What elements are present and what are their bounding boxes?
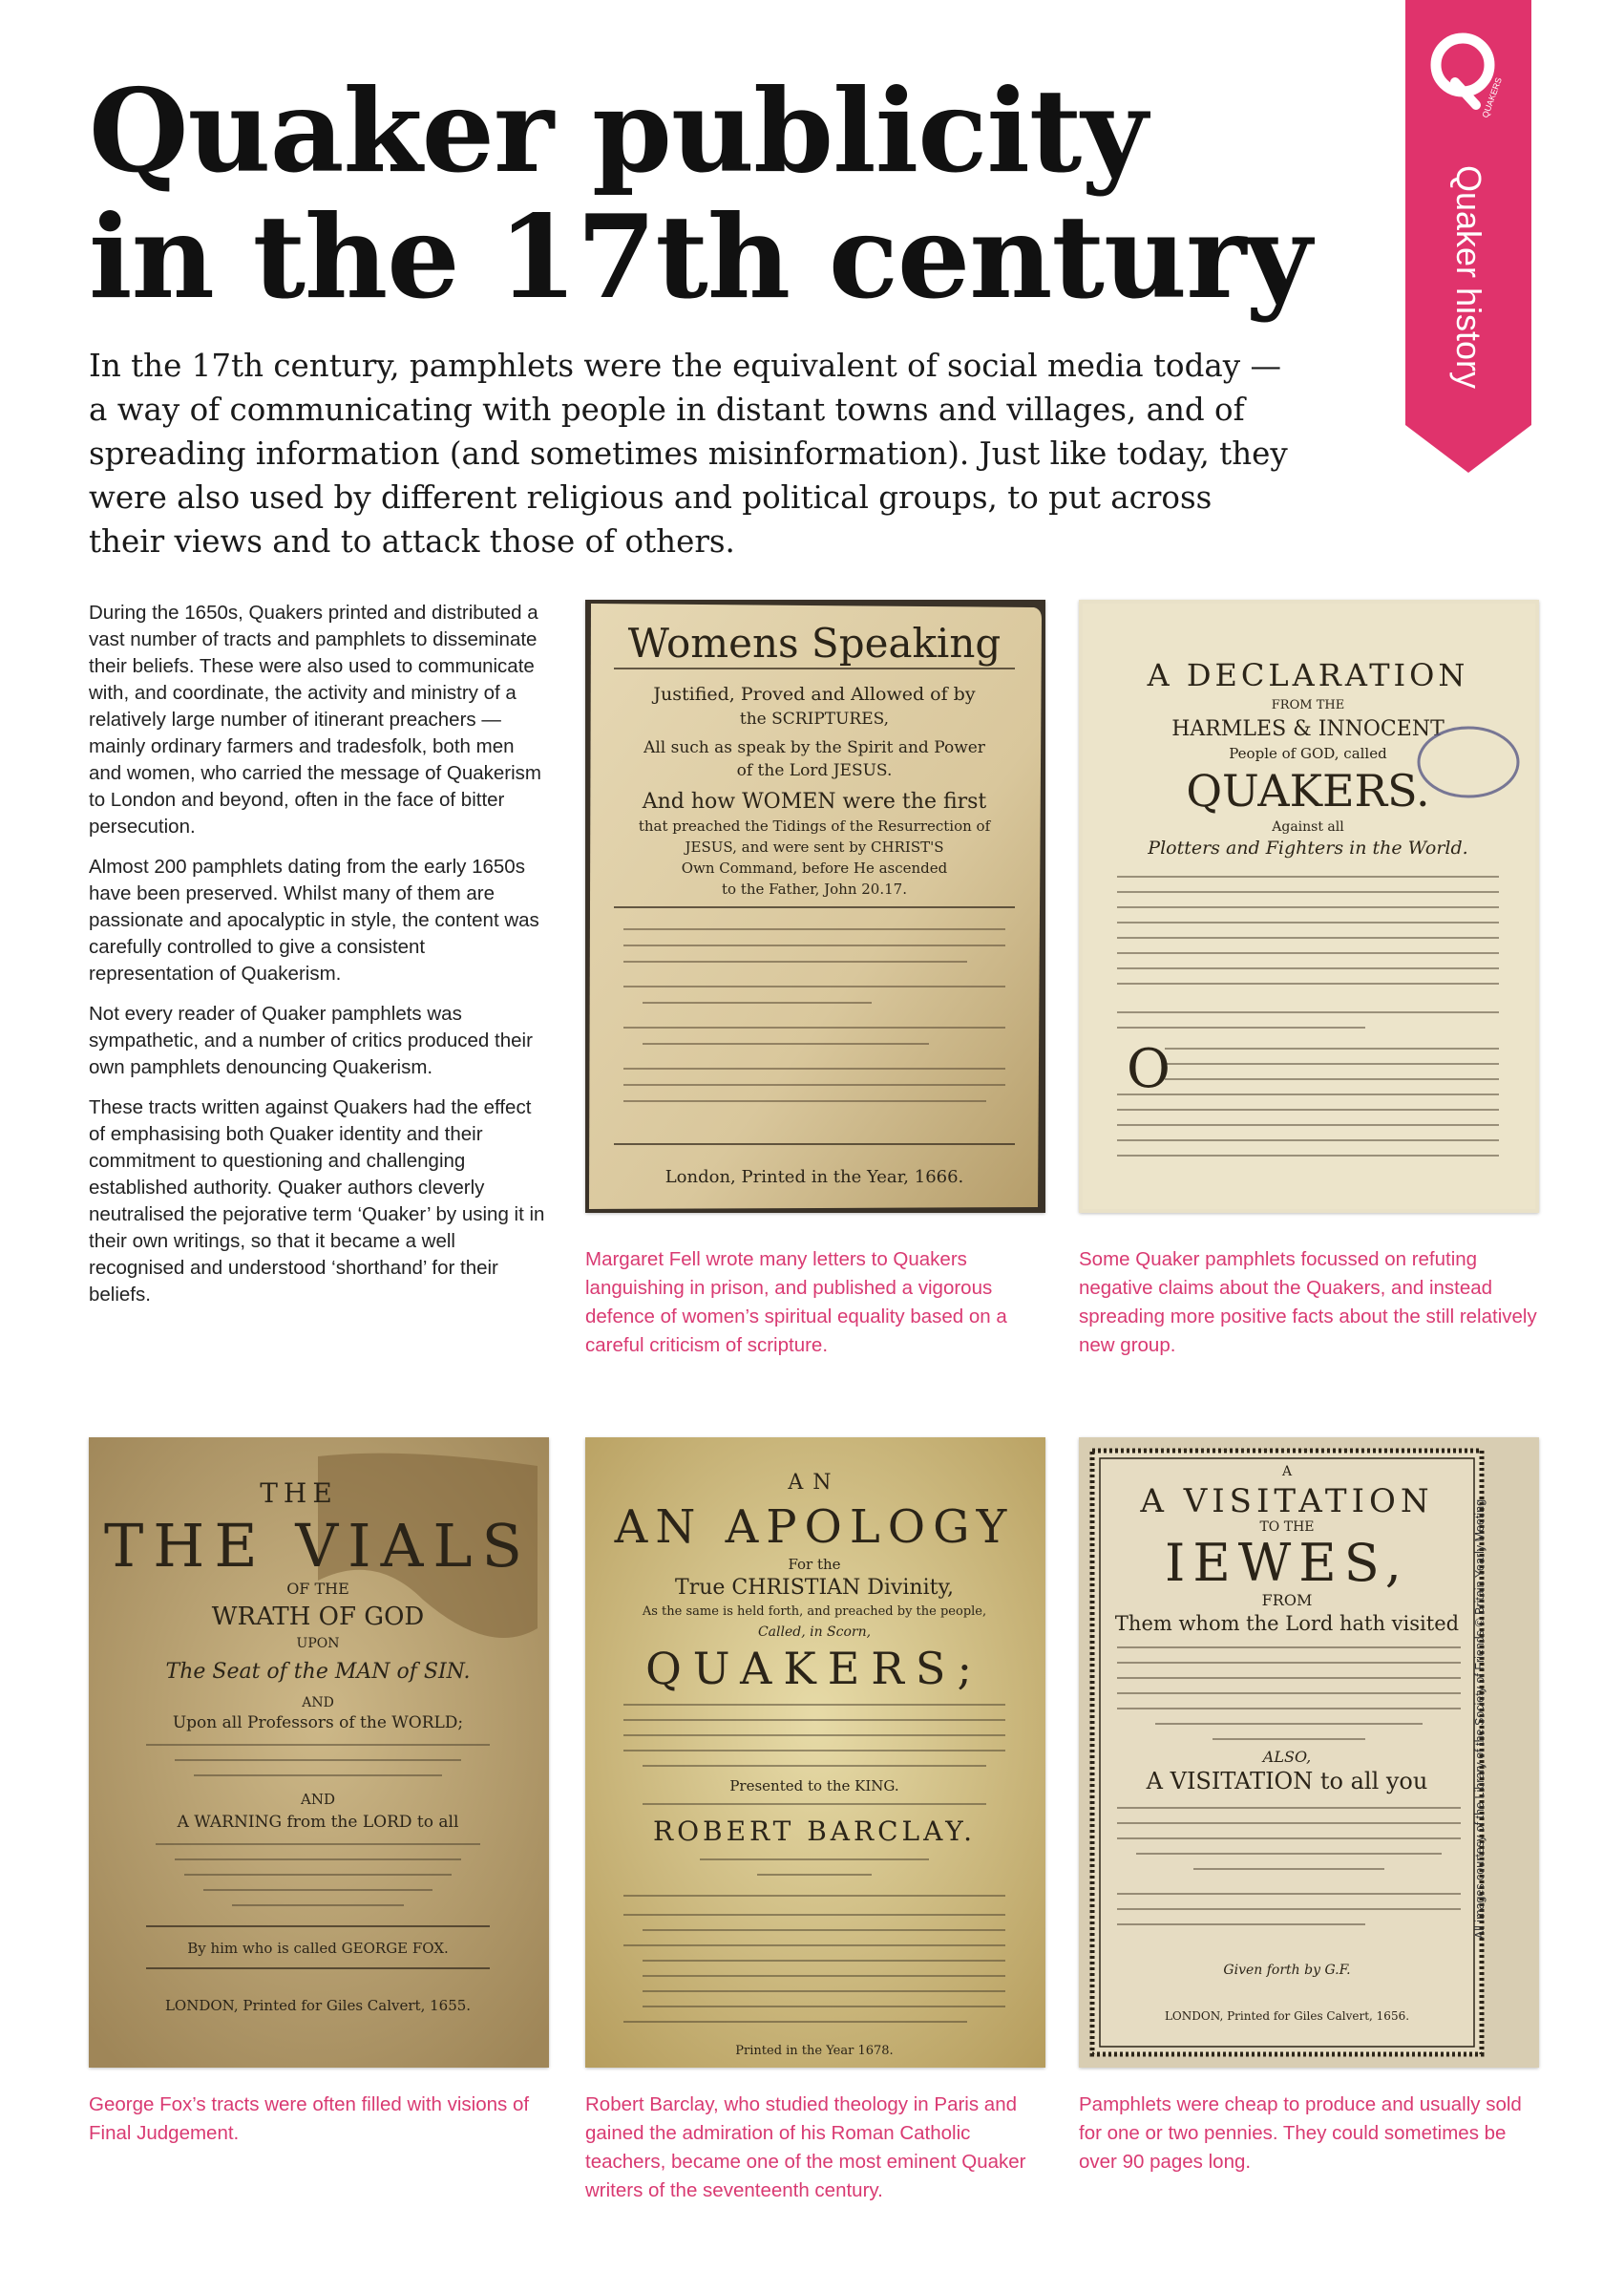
pamphlet-line: AND xyxy=(302,1695,334,1710)
pamphlet-image xyxy=(1079,1437,1539,2068)
page-title xyxy=(89,64,1330,325)
body-paragraph: Not every reader of Quaker pamphlets was sympathetic, and a number of critics produced their own pamphlets denouncing Quakerism. xyxy=(89,1003,533,1078)
pamphlet-heading-the: THE xyxy=(260,1477,338,1509)
pamphlet-image xyxy=(1079,600,1539,1213)
pamphlet-line: Given forth by G.F. xyxy=(1223,1963,1351,1978)
pamphlet-image xyxy=(585,1437,1045,2068)
pamphlet-heading-an: AN xyxy=(788,1471,841,1495)
figure-declaration xyxy=(1079,600,1539,1356)
pamphlet-line: True CHRISTIAN Divinity, xyxy=(675,1576,954,1600)
pamphlet-line: People of GOD, called xyxy=(1229,745,1387,762)
pamphlet-line: to the Father, John 20.17. xyxy=(722,881,907,898)
pamphlet-line: TO THE xyxy=(1259,1519,1315,1535)
pamphlet-imprint: LONDON, Printed for Giles Calvert, 1655. xyxy=(164,1997,472,2014)
pamphlet-line: the SCRIPTURES, xyxy=(739,710,890,729)
pamphlet-line: As the same is held forth, and preached by the people, xyxy=(642,1604,987,1619)
pamphlet-line: FROM THE xyxy=(1271,698,1345,712)
figure-caption: Pamphlets were cheap to produce and usually sold for one or two pennies. They could sometimes be over 90 pages long. xyxy=(1079,2093,1522,2173)
pamphlet-line: For the xyxy=(788,1556,841,1573)
pamphlet-line: A WARNING from the LORD to all xyxy=(177,1813,459,1832)
pamphlet-line: A VISITATION to all you xyxy=(1146,1768,1428,1794)
pamphlet-image xyxy=(89,1437,549,2068)
pamphlet-line: ALSO, xyxy=(1262,1748,1312,1766)
pamphlet-line: UPON xyxy=(296,1636,340,1651)
pamphlet-heading: A VISITATION xyxy=(1140,1482,1434,1520)
figure-caption: Robert Barclay, who studied theology in Paris and gained the admiration of his Roman Catholic teachers, became one of the most eminent Quaker writers of the seventeenth century. xyxy=(585,2093,1026,2201)
pamphlet-line: JESUS, and were sent by CHRIST'S xyxy=(685,839,944,856)
pamphlet-imprint: London, Printed in the Year, 1666. xyxy=(664,1167,964,1187)
body-paragraph: These tracts written against Quakers had the effect of emphasising both Quaker identity and their commitment to questioning and challenging established authority. Quaker authors cleverly neutralised the pejorative term ‘Quaker’ by using it in their own writings, so that it became a well recognised and understood ‘shorthand’ for their beliefs. xyxy=(89,1096,545,1306)
pamphlet-line: OF THE xyxy=(286,1580,349,1598)
section-ribbon xyxy=(1405,0,1531,473)
pamphlet-line: QUAKERS. xyxy=(1186,765,1430,817)
quakers-logo-icon xyxy=(1426,27,1508,132)
figure-womens-speaking xyxy=(585,600,1045,1356)
pamphlet-line: HARMLES & INNOCENT xyxy=(1171,717,1445,741)
drop-cap-O: O xyxy=(1127,1038,1171,1100)
pamphlet-line: Presented to the KING. xyxy=(729,1777,899,1794)
figure-caption: George Fox’s tracts were often filled with visions of Final Judgement. xyxy=(89,2093,530,2144)
body-paragraph: Almost 200 pamphlets dating from the early 1650s have been preserved. Whilst many of them are passionate and apocalyptic in style, the content was carefully controlled to give a consistent representation of Quakerism. xyxy=(89,856,539,985)
pamphlet-line: Own Command, before He ascended xyxy=(681,860,948,877)
pamphlet-line: of the Lord JESUS. xyxy=(736,761,893,780)
pamphlet-line: FROM xyxy=(1261,1591,1313,1609)
pamphlet-line: By him who is called GEORGE FOX. xyxy=(187,1940,449,1957)
pamphlet-line: Justified, Proved and Allowed of by xyxy=(653,684,976,705)
pamphlet-heading: AN APOLOGY xyxy=(614,1500,1015,1554)
figure-caption: Margaret Fell wrote many letters to Quakers languishing in prison, and published a vigorous defence of women’s spiritual equality based on a careful criticism of scripture. xyxy=(585,1248,1007,1356)
pamphlet-line: ROBERT BARCLAY. xyxy=(653,1815,976,1847)
pamphlet-line: All such as speak by the Spirit and Power xyxy=(643,738,985,757)
pamphlet-imprint: Printed in the Year 1678. xyxy=(735,2044,894,2058)
figure-vials xyxy=(89,1437,549,2144)
figure-visitation xyxy=(1079,1437,1539,2173)
intro-paragraph: In the 17th century, pamphlets were the equivalent of social media today — a way of communicating with people in distant towns and villages, and of spreading information (and sometimes misinformation). Just like today, they were also used by different religious and political groups, to put across their views and to attack those of others. xyxy=(89,348,1288,560)
pamphlet-line: Them whom the Lord hath visited xyxy=(1114,1612,1460,1635)
pamphlet-heading-a: A xyxy=(1281,1464,1293,1479)
pamphlet-line: Called, in Scorn, xyxy=(757,1624,872,1640)
title-line-2: in the 17th century xyxy=(89,190,1312,325)
pamphlet-line: IEWES, xyxy=(1165,1533,1409,1593)
pamphlet-imprint: LONDON, Printed for Giles Calvert, 1656. xyxy=(1164,2009,1410,2023)
pamphlet-line: AND xyxy=(301,1791,335,1808)
pamphlet-image xyxy=(585,600,1045,1213)
pamphlet-heading: THE VIALS xyxy=(103,1511,533,1581)
pamphlet-heading: A DECLARATION xyxy=(1147,657,1469,693)
title-line-1: Quaker publicity xyxy=(89,64,1148,199)
pamphlet-line: Upon all Professors of the WORLD; xyxy=(172,1713,464,1732)
body-text xyxy=(89,600,547,1322)
figure-caption: Some Quaker pamphlets focussed on refuting negative claims about the Quakers, and instead spreading more positive facts about the still relatively new group. xyxy=(1079,1248,1537,1356)
pamphlet-line: And how WOMEN were the first xyxy=(642,790,987,814)
pamphlet-line: Against all xyxy=(1272,819,1344,835)
figure-apology xyxy=(585,1437,1045,2201)
ribbon-label: Quaker history xyxy=(1449,164,1488,390)
pamphlet-line: that preached the Tidings of the Resurrection of xyxy=(638,817,991,835)
pamphlet-line: The Seat of the MAN of SIN. xyxy=(165,1660,471,1684)
image-credit: All images courtesy of the Library of the Society of Friends © Britain Yearly Meeting xyxy=(1473,1498,1487,1940)
logo-wordmark: QUAKERS xyxy=(1480,75,1504,119)
pamphlet-line: WRATH OF GOD xyxy=(211,1603,425,1631)
body-paragraph: During the 1650s, Quakers printed and distributed a vast number of tracts and pamphlets to disseminate their beliefs. These were also used to communicate with, and coordinate, the activity and ministry of a relatively large number of itinerant preachers — mainly ordinary farmers and tradesfolk, both men and women, who carried the message of Quakerism to London and beyond, often in the face of bitter persecution. xyxy=(89,602,542,838)
pamphlet-line: Plotters and Fighters in the World. xyxy=(1148,838,1468,859)
pamphlet-line: QUAKERS; xyxy=(645,1643,983,1694)
pamphlet-heading: Womens Speaking xyxy=(627,620,1002,667)
